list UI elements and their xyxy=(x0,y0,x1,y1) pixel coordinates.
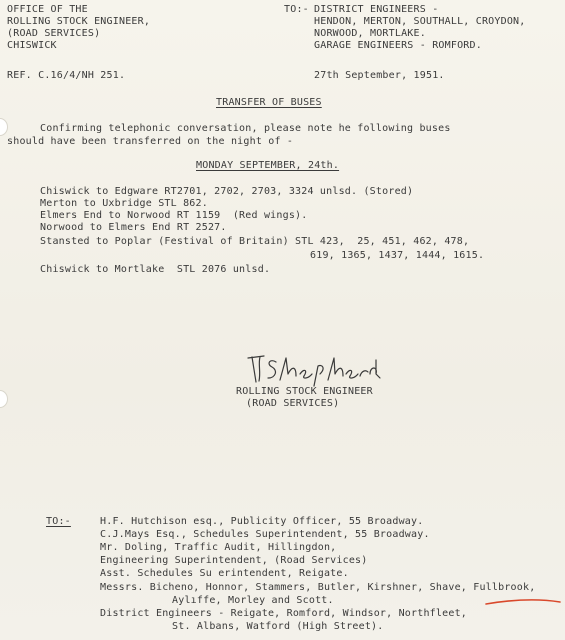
to-label: TO:- xyxy=(284,4,309,15)
distribution-label: TO:- xyxy=(46,516,71,527)
transfer-line-4: Norwood to Elmers End RT 2527. xyxy=(40,222,227,233)
distribution-line-9: St. Albans, Watford (High Street). xyxy=(172,621,384,632)
to-line-4: GARAGE ENGINEERS - ROMFORD. xyxy=(314,40,482,51)
transfer-line-7: Chiswick to Mortlake STL 2076 unlsd. xyxy=(40,264,271,275)
from-line-1: OFFICE OF THE xyxy=(7,4,88,15)
reference: REF. C.16/4/NH 251. xyxy=(7,70,126,81)
distribution-line-2: C.J.Mays Esq., Schedules Superintendent, 55 Broadway. xyxy=(100,529,430,540)
from-line-3: (ROAD SERVICES) xyxy=(7,28,101,39)
distribution-line-5: Asst. Schedules Su erintendent, Reigate. xyxy=(100,568,349,579)
transfer-line-5: Stansted to Poplar (Festival of Britain) STL 423, 25, 451, 462, 478, xyxy=(40,236,470,247)
transfer-line-1: Chiswick to Edgware RT2701, 2702, 2703, 3324 unlsd. (Stored) xyxy=(40,186,414,197)
distribution-line-4: Engineering Superintendent, (Road Services) xyxy=(100,555,368,566)
letter-date: 27th September, 1951. xyxy=(314,70,445,81)
from-line-2: ROLLING STOCK ENGINEER, xyxy=(7,16,151,27)
intro-line-1: Confirming telephonic conversation, please note he following buses xyxy=(40,123,451,134)
day-heading: MONDAY SEPTEMBER, 24th. xyxy=(196,160,340,171)
intro-line-2: should have been transferred on the night of - xyxy=(7,136,294,147)
document-title: TRANSFER OF BUSES xyxy=(216,97,322,108)
distribution-line-3: Mr. Doling, Traffic Audit, Hillingdon, xyxy=(100,542,337,553)
distribution-line-1: H.F. Hutchison esq., Publicity Officer, 55 Broadway. xyxy=(100,516,424,527)
distribution-line-7: Aylıffe, Morley and Scott. xyxy=(172,595,334,606)
distribution-line-8: District Engineers - Reigate, Romford, Windsor, Northfleet, xyxy=(100,608,468,619)
transfer-line-2: Merton to Uxbridge STL 862. xyxy=(40,198,208,209)
signatory-title-2: (ROAD SERVICES) xyxy=(246,398,340,409)
to-line-3: NORWOOD, MORTLAKE. xyxy=(314,28,426,39)
from-line-4: CHISWICK xyxy=(7,40,57,51)
to-line-2: HENDON, MERTON, SOUTHALL, CROYDON, xyxy=(314,16,526,27)
signatory-title-1: ROLLING STOCK ENGINEER xyxy=(236,386,373,397)
transfer-line-3: Elmers End to Norwood RT 1159 (Red wings). xyxy=(40,210,308,221)
to-line-1: DISTRICT ENGINEERS - xyxy=(314,4,439,15)
transfer-line-6: 619, 1365, 1437, 1444, 1615. xyxy=(310,250,485,261)
distribution-line-6: Messrs. Bicheno, Honnor, Stammers, Butler, Kirshner, Shave, Fullbrook, xyxy=(100,582,536,593)
